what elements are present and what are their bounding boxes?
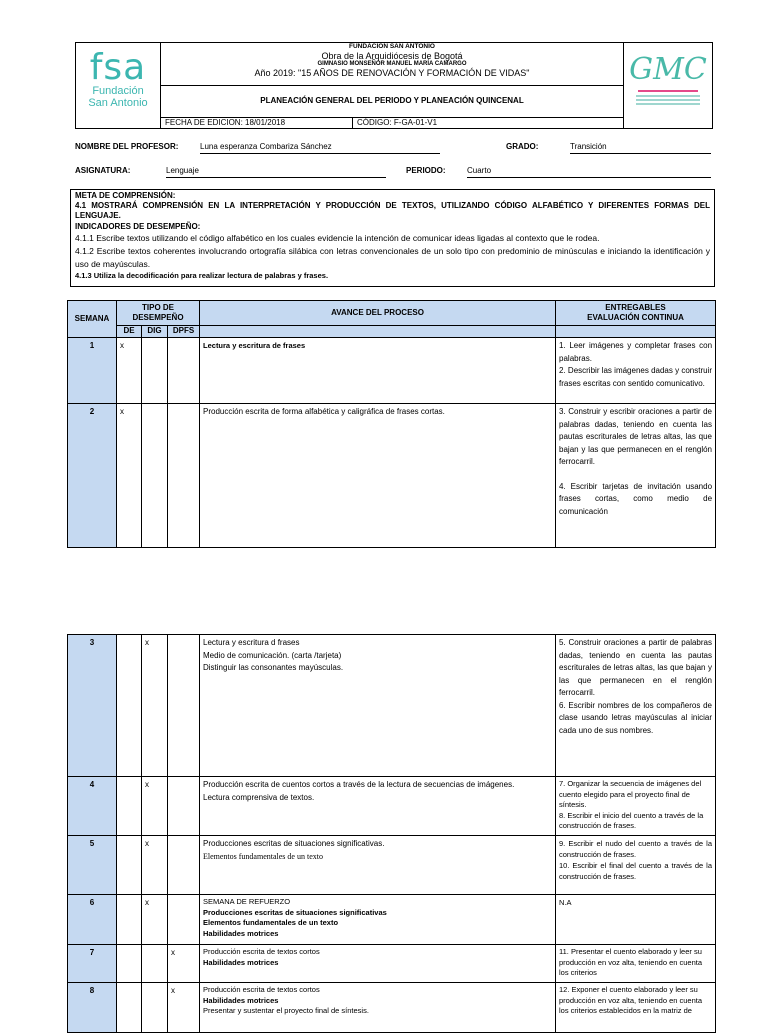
progress-line: Medio de comunicación. (carta /tarjeta) [203, 650, 342, 660]
planning-table-page1 [67, 300, 716, 548]
table-row [68, 945, 716, 983]
progress-line: Producción escrita de textos cortos [203, 947, 320, 956]
week-number: 3 [68, 635, 117, 777]
progress-line: Habilidades motrices [203, 957, 279, 967]
col-week-header: SEMANA [68, 301, 117, 338]
meta-text: 4.1 MOSTRARÁ COMPRENSIÓN EN LA INTERPRETACIÓN Y PRODUCCIÓN DE TEXTOS, UTILIZANDO CÓDIGO ALFABÉTICO Y DIFERENTES FORMAS DEL LENGUAJE. [75, 201, 710, 220]
deliver-line: 9. Escribir el nudo del cuento a través de la construcción de frases. [559, 839, 712, 859]
deliver-line: 6. Escribir nombres de los compañeros de clase usando letras mayúsculas al iniciar cada uno de sus nombres. [559, 700, 712, 735]
doc-title: PLANEACIÓN GENERAL DEL PERIODO Y PLANEACIÓN QUINCENAL [260, 96, 524, 105]
meta-label: META DE COMPRENSIÓN: [75, 191, 176, 200]
table-row [68, 635, 716, 777]
week-number: 8 [68, 983, 117, 1033]
week-number: 7 [68, 945, 117, 983]
mark-dpfs: x [168, 945, 200, 983]
indicator-3: 4.1.3 Utiliza la decodificación para realizar lectura de palabras y frases. [75, 271, 329, 280]
planning-table-page2 [67, 634, 716, 1033]
fsa-logo-sub2: San Antonio [88, 97, 148, 109]
progress-cell [200, 404, 556, 548]
deliver-line: N.A [559, 898, 572, 907]
deliver-line: 5. Construir oraciones a partir de palabras dadas, teniendo en cuenta las pautas escriturales de letras altas, las que bajan y las que permanecen en el renglón ferrocarril. [559, 638, 712, 697]
mark-dpfs [168, 338, 200, 404]
col-deliver-header [556, 301, 716, 326]
indicator-2: 4.1.2 Escribe textos coherentes involucrando ortografía silábica con letras convencionales de un solo tipo con predominio de minúsculas e iniciando la identificación y uso de mayúsculas. [75, 246, 710, 269]
mark-de [117, 945, 142, 983]
week-number: 6 [68, 895, 117, 945]
mark-de [117, 895, 142, 945]
mark-dpfs [168, 895, 200, 945]
mark-de [117, 777, 142, 836]
mark-dpfs [168, 404, 200, 548]
progress-line: Lectura y escritura d frases [203, 638, 300, 647]
deliver-line: 8. Escribir el inicio del cuento a través de la construcción de frases. [559, 810, 704, 830]
progress-line: Habilidades motrices [203, 928, 279, 938]
grade-label: GRADO: [506, 142, 539, 151]
week-number: 1 [68, 338, 117, 404]
progress-line: Producciones escritas de situaciones significativas [203, 907, 387, 917]
teacher-value: Luna esperanza Combariza Sánchez [200, 142, 440, 154]
grade-value: Transición [570, 142, 711, 154]
indicators-label: INDICADORES DE DESEMPEÑO: [75, 222, 201, 231]
mark-dig [142, 404, 168, 548]
col-dig-header: DIG [142, 326, 168, 338]
mark-de [117, 635, 142, 777]
header-hline-1 [160, 85, 623, 86]
period-value: Cuarto [467, 166, 711, 178]
deliver-cell [556, 945, 716, 983]
header-divider-right [623, 42, 624, 129]
deliver-cell [556, 836, 716, 895]
mark-dig [142, 945, 168, 983]
gmc-logo-underline [638, 90, 698, 92]
indicator-1: 4.1.1 Escribe textos utilizando el código alfabético en los cuales evidencie la intención de comunicar ideas ligadas al contexto que le rodea. [75, 233, 600, 243]
fsa-logo-main: fsa [89, 47, 147, 88]
mark-dig [142, 983, 168, 1033]
subject-label: ASIGNATURA: [75, 166, 131, 175]
progress-cell [200, 777, 556, 836]
subject-value: Lenguaje [166, 166, 386, 178]
table-row [68, 836, 716, 895]
progress-line: SEMANA DE REFUERZO [203, 897, 291, 906]
mark-de [117, 836, 142, 895]
deliver-cell [556, 777, 716, 836]
progress-cell [200, 836, 556, 895]
deliver-spacer [559, 469, 712, 481]
mark-dig: x [142, 635, 168, 777]
deliver-line: 4. Escribir tarjetas de invitación usando frases cortas, como medio de comunicación [559, 481, 713, 516]
table-row [68, 895, 716, 945]
progress-line: Lectura comprensiva de textos. [203, 792, 315, 802]
deliver-line: 12. Exponer el cuento elaborado y leer su producción en voz alta, teniendo en cuenta los criterios establecidos en la matriz de [559, 985, 703, 1015]
col-deliver-subheader [556, 326, 716, 338]
mark-de: x [117, 338, 142, 404]
progress-cell [200, 895, 556, 945]
mark-dpfs [168, 777, 200, 836]
col-progress-header: AVANCE DEL PROCESO [200, 301, 556, 326]
deliver-line: 3. Construir y escribir oraciones a partir de palabras dadas, teniendo en cuenta las pautas escriturales de letras altas, las que bajan y las que permanecen en el renglón ferrocarril. [559, 407, 713, 466]
period-label: PERIODO: [406, 166, 446, 175]
mark-dpfs [168, 635, 200, 777]
deliver-line: 1. Leer imágenes y completar frases con palabras. [559, 341, 713, 363]
mark-dig: x [142, 777, 168, 836]
progress-line: Elementos fundamentales de un texto [203, 851, 323, 861]
foundation-name: FUNDACIÓN SAN ANTONIO [349, 43, 435, 50]
teacher-label: NOMBRE DEL PROFESOR: [75, 142, 179, 151]
table-row [68, 338, 716, 404]
progress-cell [200, 338, 556, 404]
progress-line: Distinguir las consonantes mayúsculas. [203, 663, 344, 672]
mark-de [117, 983, 142, 1033]
org-name: Obra de la Arquidiócesis de Bogotá [321, 51, 463, 61]
progress-line: Habilidades motrices [203, 995, 279, 1005]
col-type-header: TIPO DE DESEMPEÑO [117, 301, 200, 326]
school-name: GIMNASIO MONSEÑOR MANUEL MARÍA CAMARGO [317, 61, 467, 67]
mark-dpfs [168, 836, 200, 895]
header-vline-code [352, 117, 353, 129]
gmc-logo [628, 50, 708, 120]
edition-date: FECHA DE EDICION: 18/01/2018 [165, 118, 286, 127]
deliver-line: 11. Presentar el cuento elaborado y leer su producción en voz alta, teniendo en cuenta los criterios [559, 947, 703, 977]
mark-dig: x [142, 895, 168, 945]
progress-cell [200, 983, 556, 1033]
progress-line: Elementos fundamentales de un texto [203, 918, 339, 927]
table-row [68, 777, 716, 836]
progress-cell [200, 635, 556, 777]
goals-box [70, 189, 715, 287]
progress-line: Producción escrita de cuentos cortos a través de la lectura de secuencias de imágenes. [203, 780, 515, 789]
week-number: 4 [68, 777, 117, 836]
progress-line: Presentar y sustentar el proyecto final de síntesis. [203, 1006, 369, 1015]
deliver-cell [556, 404, 716, 548]
table-row [68, 983, 716, 1033]
col-deliver-title: ENTREGABLES [605, 303, 666, 312]
deliver-line: 2. Describir las imágenes dadas y construir frases escritas con sentido comunicativo. [559, 366, 713, 388]
mark-dpfs: x [168, 983, 200, 1033]
progress-line: Producción escrita de forma alfabética y caligráfica de frases cortas. [203, 407, 445, 416]
week-number: 5 [68, 836, 117, 895]
deliver-cell [556, 983, 716, 1033]
deliver-cell [556, 338, 716, 404]
mark-dig: x [142, 836, 168, 895]
col-progress-subheader [200, 326, 556, 338]
mark-dig [142, 338, 168, 404]
progress-line: Producciones escritas de situaciones significativas. [203, 839, 385, 848]
header-center [161, 43, 623, 78]
col-dpfs-header: DPFS [168, 326, 200, 338]
gmc-logo-main: GMC [629, 52, 707, 87]
deliver-line: 10. Escribir el final del cuento a través de la construcción de frases. [559, 861, 712, 881]
progress-cell [200, 945, 556, 983]
col-deliver-subtitle: EVALUACIÓN CONTINUA [587, 313, 684, 322]
mark-de: x [117, 404, 142, 548]
fsa-logo [80, 47, 156, 122]
gmc-logo-tagline [636, 95, 700, 105]
progress-line: Lectura y escritura de frases [203, 341, 306, 350]
deliver-cell [556, 635, 716, 777]
deliver-line: 7. Organizar la secuencia de imágenes del cuento elegido para el proyecto final de síntesis. [559, 779, 702, 809]
week-number: 2 [68, 404, 117, 548]
col-de-header: DE [117, 326, 142, 338]
doc-code: CÓDIGO: F-GA-01-V1 [357, 118, 438, 127]
year-line: Año 2019: "15 AÑOS DE RENOVACIÓN Y FORMACIÓN DE VIDAS" [254, 68, 530, 78]
fsa-logo-sub1: Fundación [92, 85, 144, 97]
progress-line: Producción escrita de textos cortos [203, 985, 320, 994]
table-row [68, 404, 716, 548]
deliver-cell [556, 895, 716, 945]
